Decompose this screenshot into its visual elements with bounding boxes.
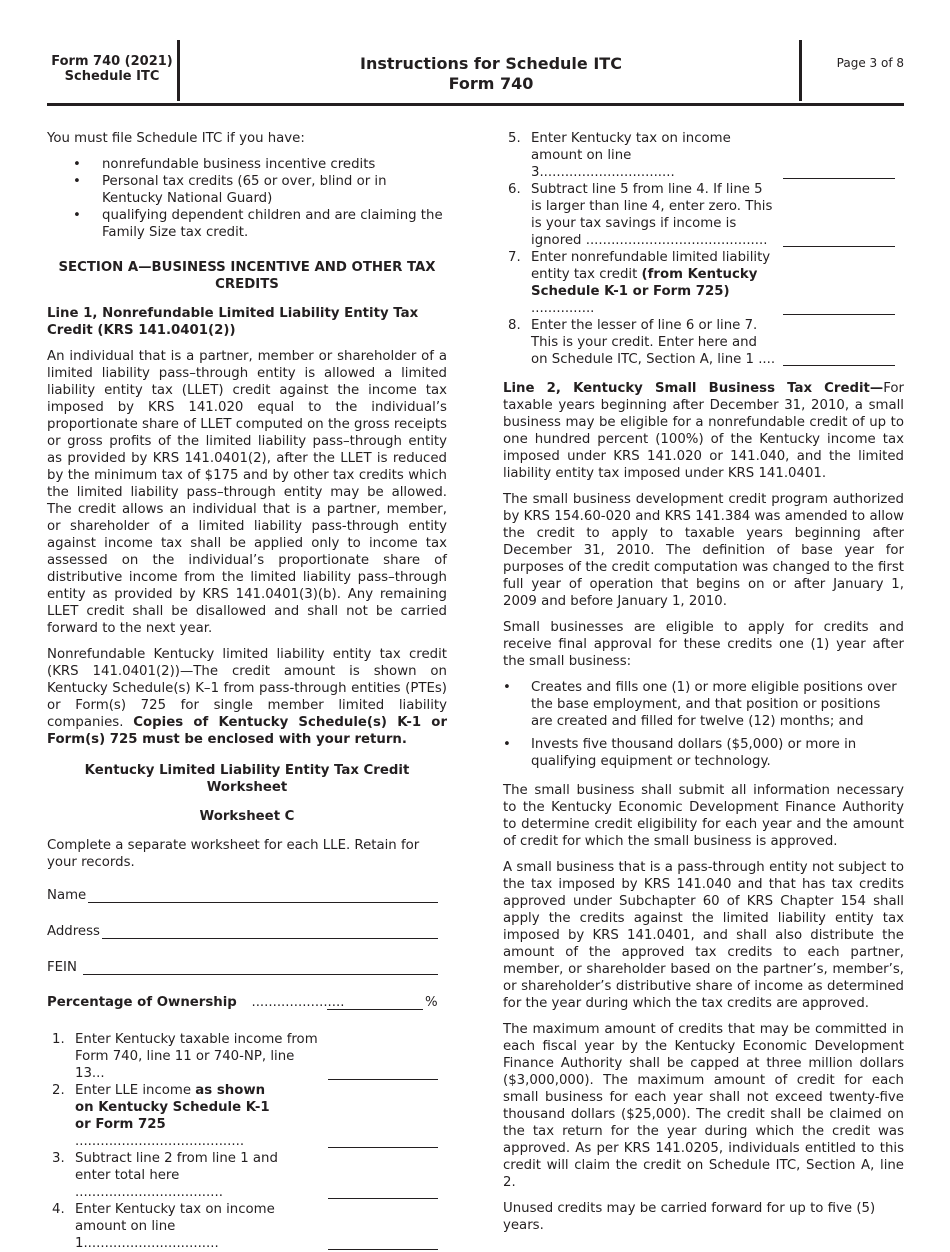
name-field[interactable]	[47, 887, 447, 904]
line-7-blank[interactable]	[783, 314, 895, 315]
program-paragraph: The small business development credit program authorized by KRS 154.60-020 and KRS 141.384 was amended to allow the credit to apply to taxable years beginning after December 31, 2010. The definition of base year for purposes of the credit computation was changed to the first full year of operation that begins on or after January 1, 2009 and before January 1, 2010.	[503, 492, 904, 609]
line1-heading: Line 1, Nonrefundable Limited Liability Entity Tax Credit (KRS 141.0401(2))	[47, 306, 419, 338]
left-column	[47, 130, 447, 1252]
line2-paragraph: Line 2, Kentucky Small Business Tax Credit—For taxable years beginning after December 31, 2010, a small business may be eligible for a nonrefundable credit of up to one hundred percent (100%) of the Kentucky income tax imposed under KRS 141.020 or 141.040, and the limited liability entity tax imposed under KRS 141.0401.	[503, 381, 904, 481]
worksheet-title: Kentucky Limited Liability Entity Tax Credit Worksheet	[84, 763, 410, 795]
address-label: Address	[47, 924, 100, 939]
line-3-blank[interactable]	[328, 1198, 438, 1199]
maximum-credit-paragraph: The maximum amount of credits that may be committed in each fiscal year by the Kentucky Economic Development Finance Authority shall be capped at three million dollars ($3,000,000). The maximum amount of credit for each small business for each year shall not exceed twenty-five thousand dollars ($25,000). The credit shall be claimed on the tax return for the year during which the credit was approved. As per KRS 141.0205, individuals entitled to this credit will claim the credit on Schedule ITC, Section A, line 2.	[503, 1022, 904, 1190]
page-title: Instructions for Schedule ITC Form 740	[360, 54, 622, 93]
worksheet-line-5: 5. Enter Kentucky tax on income amount on line 3................................	[503, 130, 904, 181]
llet-credit-paragraph: Nonrefundable Kentucky limited liability entity tax credit (KRS 141.0401(2))—The credit amount is shown on Kentucky Schedule(s) K–1 from pass-through entities (PTEs) or Form(s) 725 for single member limited liability companies. Copies of Kentucky Schedule(s) K-1 or Form(s) 725 must be enclosed with your return.	[47, 647, 447, 747]
header-divider-right	[799, 40, 802, 101]
unused-credits-paragraph: Unused credits may be carried forward for up to five (5) years.	[503, 1201, 876, 1233]
worksheet-line-1: 1. Enter Kentucky taxable income from Form 740, line 11 or 740-NP, line 13...	[47, 1031, 447, 1082]
intro-text: You must file Schedule ITC if you have:	[47, 131, 305, 146]
list-item: • Invests five thousand dollars ($5,000) or more in qualifying equipment or technology.	[503, 736, 904, 770]
submit-paragraph: The small business shall submit all information necessary to the Kentucky Economic Development Finance Authority to determine credit eligibility for each year and the amount of credit for which the small business is approved.	[503, 783, 904, 849]
form-identifier: Form 740 (2021) Schedule ITC	[51, 54, 173, 84]
list-item: • Personal tax credits (65 or over, blind or in Kentucky National Guard)	[47, 173, 447, 207]
worksheet-note: Complete a separate worksheet for each LLE. Retain for your records.	[47, 838, 420, 870]
eligibility-paragraph: Small businesses are eligible to apply for credits and receive final approval for these credits one (1) year after the small business:	[503, 620, 904, 669]
ownership-percentage-field[interactable]: Percentage of Ownership ...................... %	[47, 995, 438, 1010]
worksheet-line-4: 4. Enter Kentucky tax on income amount on line 1................................	[47, 1201, 447, 1252]
percent-symbol: %	[425, 995, 438, 1010]
worksheet-lines-right	[503, 130, 904, 368]
line-1-blank[interactable]	[328, 1079, 438, 1080]
page-header	[47, 40, 904, 106]
eligibility-list	[503, 679, 904, 770]
name-label: Name	[47, 888, 87, 903]
worksheet-subtitle: Worksheet C	[199, 809, 295, 824]
address-field[interactable]	[47, 923, 447, 940]
line1-paragraph: An individual that is a partner, member or shareholder of a limited liability pass–through entity is allowed a limited liability entity tax (LLET) credit against the income tax imposed by KRS 141.020 equal to the individual’s proportionate share of LLET computed on the gross receipts or gross profits of the limited liability pass–through entity as provided by KRS 141.0401(2), after the LLET is reduced by the minimum tax of $175 and by other tax credits which the limited liability pass–through entity may be allowed. The credit allows an individual that is a partner, member, or shareholder of a limited liability pass-through entity against income tax shall be applied only to income tax assessed on the individual’s proportionate share of distributive income from the limited liability pass–through entity as provided by KRS 141.0401(3)(b). Any remaining LLET credit shall be disallowed and shall not be carried forward to the next year.	[47, 349, 447, 636]
ownership-blank[interactable]	[327, 1009, 423, 1010]
requirement-list	[47, 156, 447, 241]
line-6-blank[interactable]	[783, 246, 895, 247]
fein-label: FEIN	[47, 959, 83, 976]
worksheet-line-8: 8. Enter the lesser of line 6 or line 7. This is your credit. Enter here and on Schedule ITC, Section A, line 1 ....	[503, 317, 904, 368]
worksheet-line-2: 2. Enter LLE income as shown on Kentucky Schedule K-1 or Form 725 ........................................	[47, 1082, 447, 1150]
list-item: • qualifying dependent children and are claiming the Family Size tax credit.	[47, 207, 447, 241]
header-divider-left	[177, 40, 180, 101]
right-column	[503, 130, 904, 1243]
line-4-blank[interactable]	[328, 1249, 438, 1250]
line-8-blank[interactable]	[783, 365, 895, 366]
list-item: • Creates and fills one (1) or more eligible positions over the base employment, and that position or positions are created and filled for twelve (12) months; and	[503, 679, 904, 730]
worksheet-line-3: 3. Subtract line 2 from line 1 and enter total here ...................................	[47, 1150, 447, 1201]
worksheet-line-6: 6. Subtract line 5 from line 4. If line 5 is larger than line 4, enter zero. This is your tax savings if income is ignored ...........................................	[503, 181, 904, 249]
worksheet-lines-left	[47, 1031, 447, 1252]
fein-field[interactable]	[47, 959, 447, 976]
worksheet-line-7: 7. Enter nonrefundable limited liability entity tax credit (from Kentucky Schedule K-1 or Form 725) ...............	[503, 249, 904, 317]
list-item: • nonrefundable business incentive credits	[47, 156, 447, 173]
section-a-heading: SECTION A—BUSINESS INCENTIVE AND OTHER TAX CREDITS	[58, 260, 436, 292]
line-5-blank[interactable]	[783, 178, 895, 179]
line-2-blank[interactable]	[328, 1147, 438, 1148]
page-number: Page 3 of 8	[836, 56, 904, 70]
pass-through-paragraph: A small business that is a pass-through entity not subject to the tax imposed by KRS 141.040 and that has tax credits approved under Subchapter 60 of KRS Chapter 154 shall apply the credits against the limited liability entity tax imposed by KRS 141.0401, and shall also distribute the amount of the approved tax credits to each partner, member, or shareholder based on the partner’s, member’s, or shareholder’s distributive share of income as determined for the year during which the tax credits are approved.	[503, 860, 904, 1011]
